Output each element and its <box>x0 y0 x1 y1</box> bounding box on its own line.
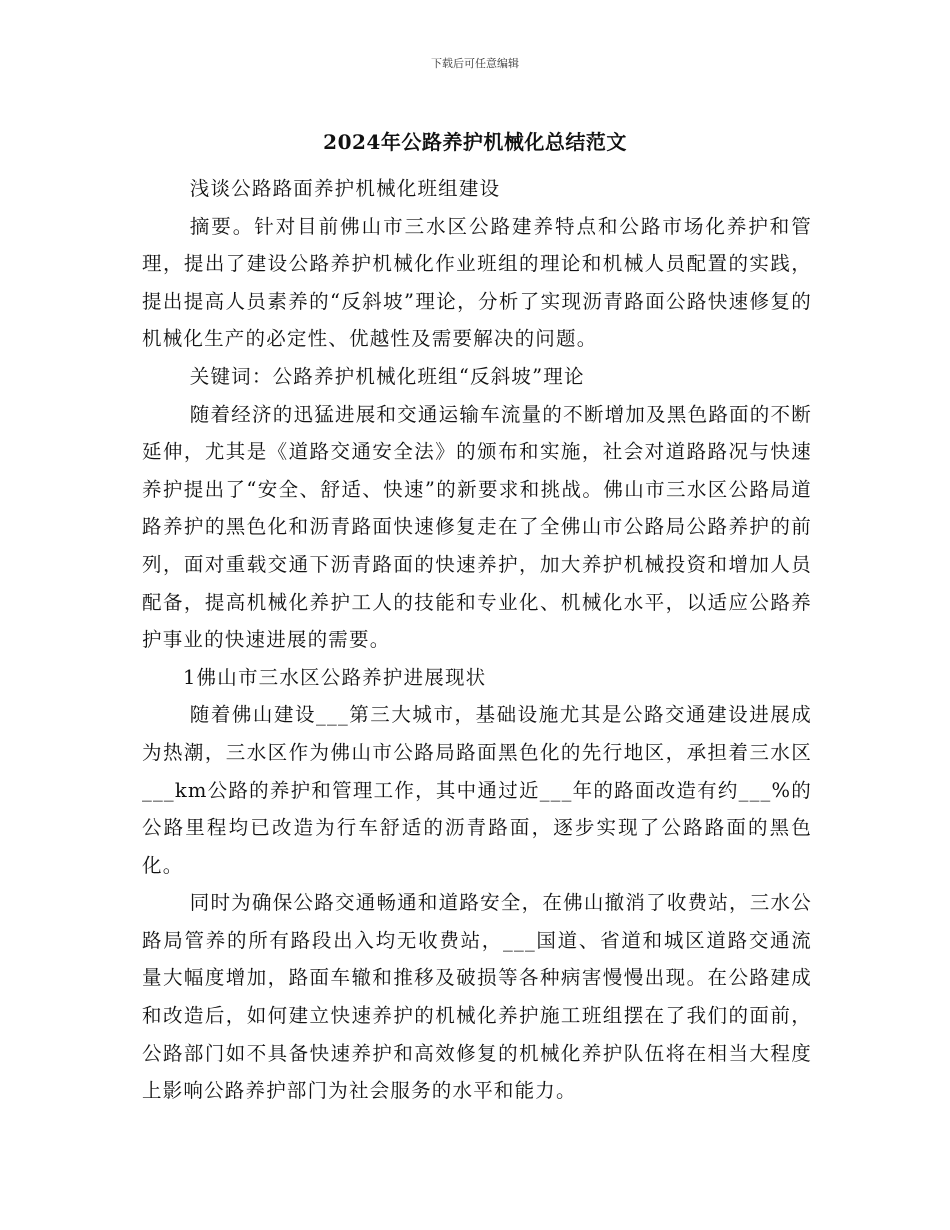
body-paragraph: 同时为确保公路交通畅通和道路安全，在佛山撤消了收费站，三水公路局管养的所有路段出入均无收费站，___国道、省道和城区道路交通流量大幅度增加，路面车辙和推移及破损等各种病害慢慢出现。在公路建成和改造后，如何建立快速养护的机械化养护施工班组摆在了我们的面前，公路部门如不具备快速养护和高效修复的机械化养护队伍将在相当大程度上影响公路养护部门为社会服务的水平和能力。 <box>142 891 812 1103</box>
subtitle-paragraph: 浅谈公路路面养护机械化班组建设 <box>189 177 501 200</box>
abstract-paragraph: 摘要。针对目前佛山市三水区公路建养特点和公路市场化养护和管理，提出了建设公路养护机械化作业班组的理论和机械人员配置的实践，提出提高人员素养的“反斜坡”理论，分析了实现沥青路面公路快速修复的机械化生产的必定性、优越性及需要解决的问题。 <box>142 214 812 351</box>
header-note: 下载后可任意编辑 <box>431 57 519 70</box>
section-heading: 1佛山市三水区公路养护进展现状 <box>182 665 487 689</box>
document-title: 2024年公路养护机械化总结范文 <box>323 130 627 154</box>
body-paragraph: 随着佛山建设___第三大城市，基础设施尤其是公路交通建设进展成为热潮，三水区作为佛山市公路局路面黑色化的先行地区，承担着三水区___km公路的养护和管理工作，其中通过近___年的路面改造有约___%的公路里程均已改造为行车舒适的沥青路面，逐步实现了公路路面的黑色化。 <box>142 703 812 877</box>
document-body <box>142 170 812 1110</box>
body-paragraph: 随着经济的迅猛进展和交通运输车流量的不断增加及黑色路面的不断延伸，尤其是《道路交通安全法》的颁布和实施，社会对道路路况与快速养护提出了“安全、舒适、快速”的新要求和挑战。佛山市三水区公路局道路养护的黑色化和沥青路面快速修复走在了全佛山市公路局公路养护的前列，面对重载交通下沥青路面的快速养护，加大养护机械投资和增加人员配备，提高机械化养护工人的技能和专业化、机械化水平，以适应公路养护事业的快速进展的需要。 <box>142 402 812 652</box>
keywords-paragraph: 关键词：公路养护机械化班组“反斜坡”理论 <box>189 364 585 388</box>
